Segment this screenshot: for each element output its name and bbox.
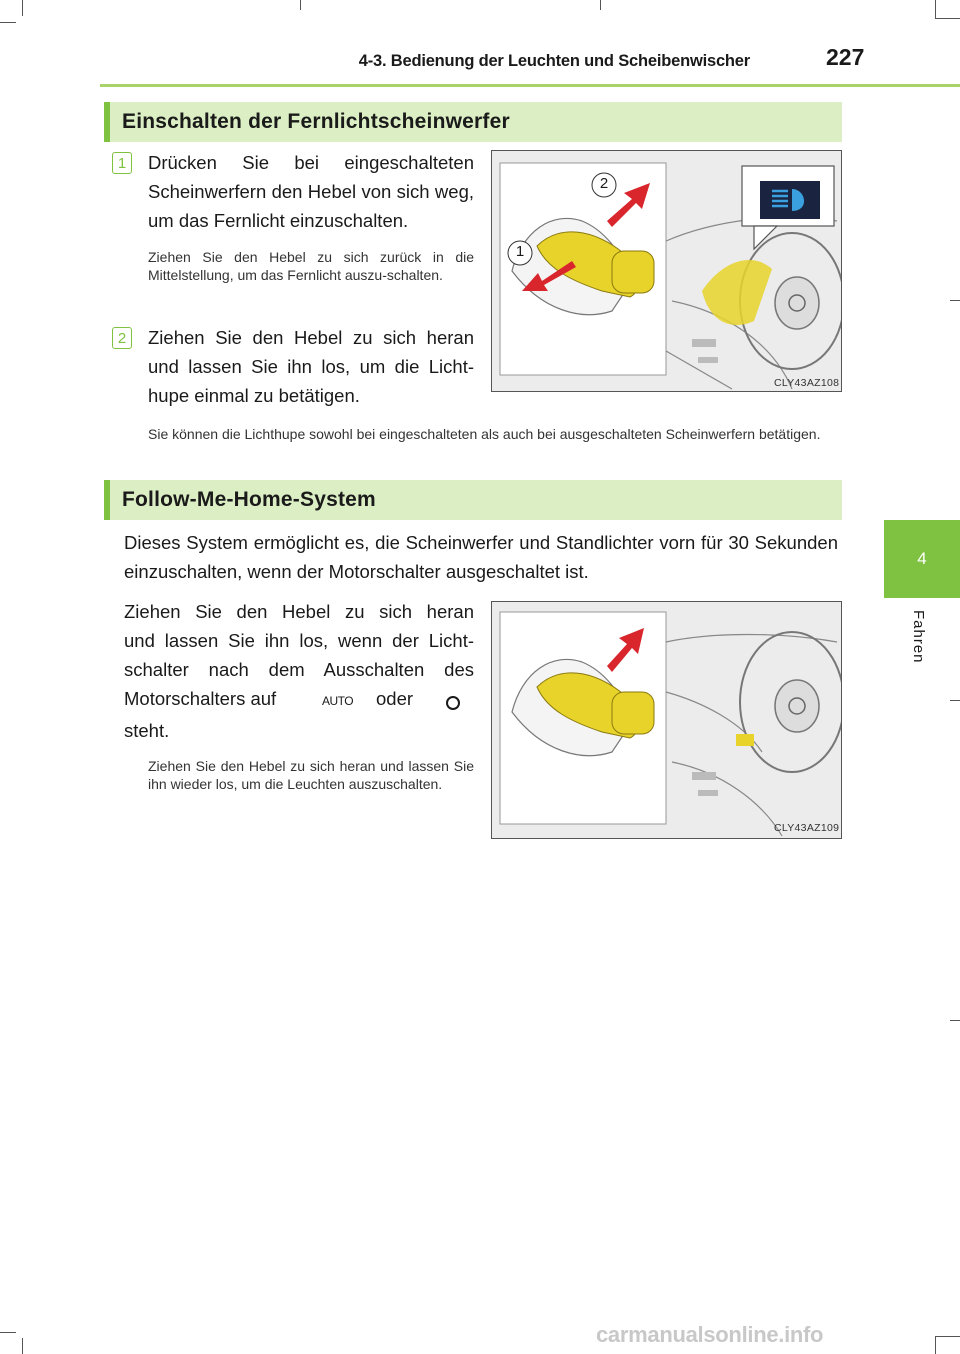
- section-heading: Einschalten der Fernlichtscheinwerfer: [122, 110, 510, 133]
- step-text: Drücken Sie bei eingeschalteten Scheinwerfern den Hebel von sich weg, um das Fernlicht einzuschalten.: [148, 152, 474, 231]
- crop-mark: [935, 1336, 936, 1354]
- figure-code: CLY43AZ108: [774, 377, 840, 389]
- lever-drawing: [492, 151, 841, 391]
- crop-mark: [600, 0, 601, 10]
- crop-mark: [22, 1338, 23, 1354]
- lever-drawing: [492, 602, 841, 838]
- figure-code: CLY43AZ109: [774, 822, 840, 834]
- step-note: Ziehen Sie den Hebel zu sich zurück in die Mittelstellung, um das Fernlicht auszu-schalten.: [148, 249, 474, 283]
- crop-mark: [300, 0, 301, 10]
- body-line: schalter nach dem Ausschalten des: [124, 659, 474, 680]
- chapter-tab: 4: [884, 520, 960, 598]
- crop-mark: [950, 1020, 960, 1021]
- lever-illustration: [491, 601, 842, 839]
- body-line: und lassen Sie ihn los, wenn der Licht-: [124, 630, 474, 651]
- section-heading: Follow-Me-Home-System: [122, 488, 376, 511]
- section-heading-bar: [104, 480, 842, 520]
- chapter-label-text: Fahren: [910, 610, 927, 664]
- crop-mark: [0, 1332, 16, 1333]
- chapter-label: [884, 600, 960, 680]
- page-number: 227: [826, 44, 865, 70]
- light-off-icon: [446, 696, 460, 710]
- step-number-badge: 2: [112, 327, 132, 349]
- crop-mark: [22, 0, 23, 16]
- crop-mark: [950, 300, 960, 301]
- body-line: Ziehen Sie den Hebel zu sich heran: [124, 601, 474, 622]
- section-intro: Dieses System ermöglicht es, die Scheinwerfer und Standlichter vorn für 30 Sekunden einzuschalten, wenn der Motorschalter ausgeschaltet ist.: [124, 532, 838, 582]
- running-header: 4-3. Bedienung der Leuchten und Scheibenwischer: [358, 52, 750, 70]
- body-text: Motorschalters auf: [124, 688, 277, 709]
- callout-label: 2: [599, 175, 609, 192]
- auto-symbol: AUTO: [322, 694, 354, 708]
- step-text: Ziehen Sie den Hebel zu sich heran und lassen Sie ihn los, um die Licht-hupe einmal zu betätigen.: [148, 327, 474, 406]
- header-rule: [100, 84, 960, 87]
- body-text: steht.: [124, 720, 170, 741]
- crop-mark: [935, 0, 936, 18]
- watermark: carmanualsonline.info: [596, 1322, 824, 1347]
- section-heading-bar: [104, 102, 842, 142]
- crop-mark: [0, 22, 16, 23]
- section-note: Sie können die Lichthupe sowohl bei eingeschalteten als auch bei ausgeschalteten Scheinwerfern betätigen.: [148, 426, 821, 442]
- section-note: Ziehen Sie den Hebel zu sich heran und lassen Sie ihn wieder los, um die Leuchten auszuschalten.: [148, 758, 474, 792]
- callout-label: 1: [515, 243, 525, 260]
- crop-mark: [935, 18, 960, 19]
- body-text: oder: [376, 688, 414, 709]
- step-number-badge: 1: [112, 152, 132, 174]
- crop-mark: [950, 700, 960, 701]
- lever-illustration: [491, 150, 842, 392]
- crop-mark: [935, 1336, 960, 1337]
